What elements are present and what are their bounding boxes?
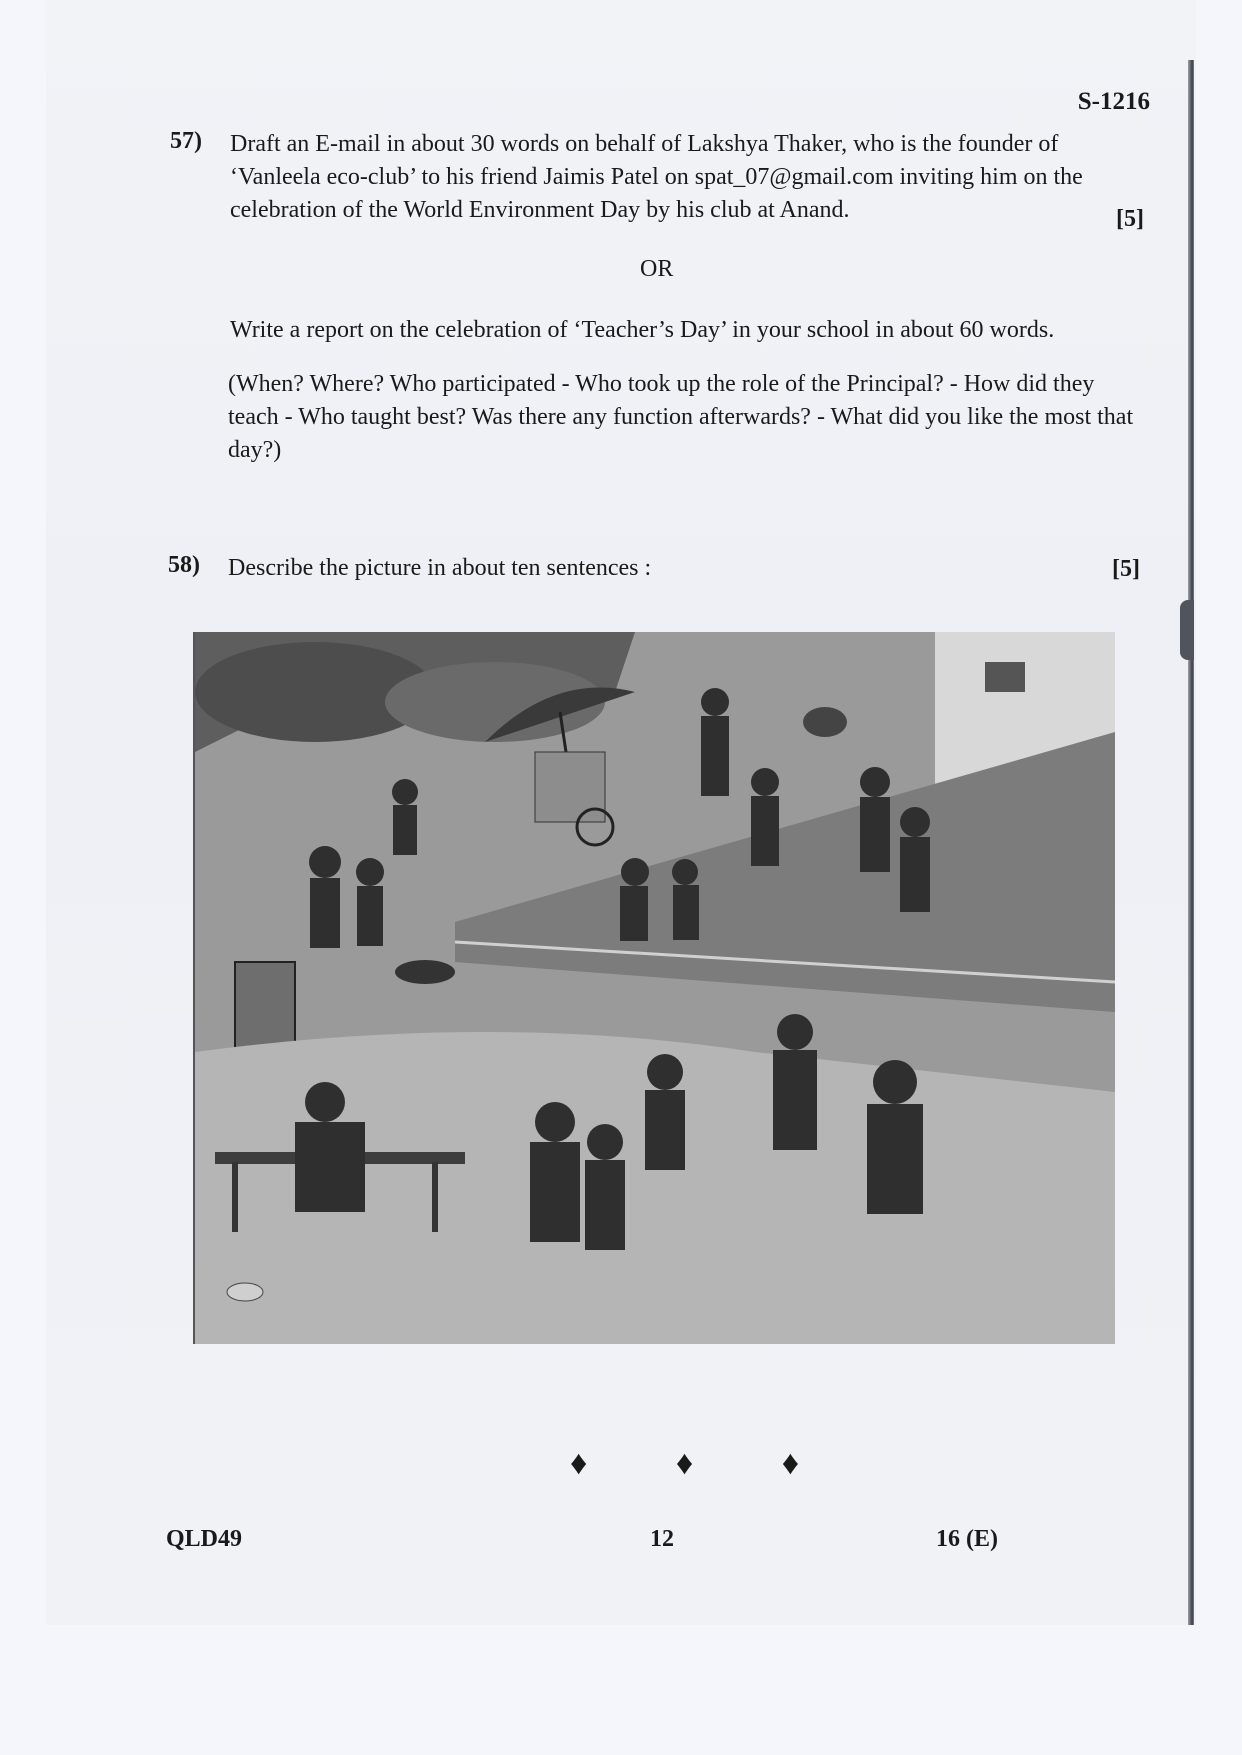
- park-scene-picture: [193, 632, 1115, 1344]
- question-58-number: 58): [168, 552, 200, 578]
- paper-code: S-1216: [1077, 88, 1150, 115]
- page-edge-shadow: [1188, 60, 1194, 1625]
- question-57-hints: (When? Where? Who participated - Who took up the role of the Principal? - How did they teach - Who taught best? Was there any function afterwards? - What did you like the most that day?): [228, 371, 1134, 463]
- page-number: 12: [650, 1526, 674, 1552]
- question-57-number: 57): [170, 128, 202, 154]
- footer-code: QLD49: [166, 1526, 243, 1552]
- question-57-marks: [5]: [1116, 206, 1144, 232]
- question-58-marks: [5]: [1112, 556, 1140, 582]
- question-58-text: Describe the picture in about ten sentences :: [228, 555, 652, 581]
- question-57-text: Draft an E-mail in about 30 words on behalf of Lakshya Thaker, who is the founder of ‘Vanleela eco-club’ to his friend Jaimis Patel on spat_07@gmail.com inviting him on the celebration of the World Environment Day by his club at Anand.: [230, 131, 1083, 223]
- page-edge-notch: [1180, 600, 1194, 660]
- question-57-alternative: Write a report on the celebration of ‘Teacher’s Day’ in your school in about 60 words.: [230, 317, 1055, 343]
- park-scene-illustration: [195, 632, 1115, 1344]
- or-separator: OR: [640, 256, 674, 282]
- footer-set: 16 (E): [936, 1526, 998, 1552]
- end-of-paper-separator: ♦ ♦ ♦: [570, 1445, 840, 1482]
